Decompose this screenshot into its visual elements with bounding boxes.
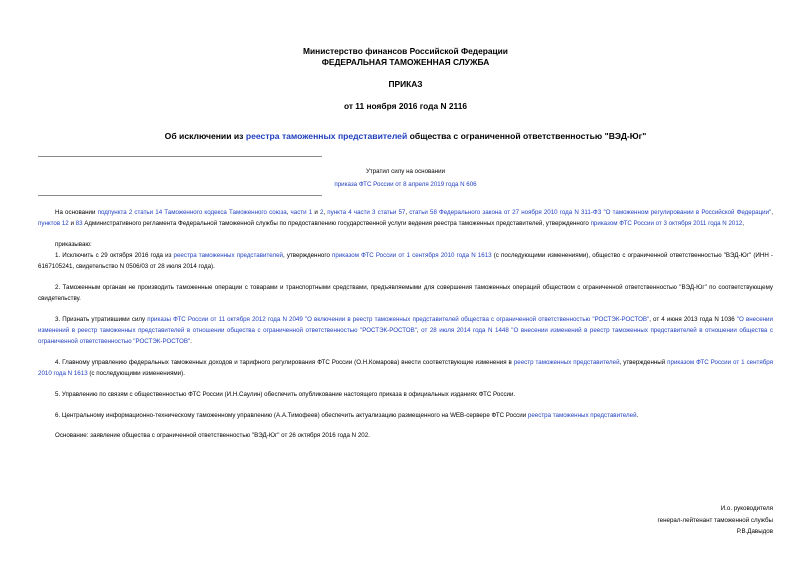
text: (с последующими изменениями). xyxy=(87,370,185,378)
repeal-note xyxy=(38,165,773,191)
law-link[interactable]: статьи 58 Федерального закона от 27 ноября 2010 года N 311-ФЗ "О таможенном регулировании в Российской Федерации" xyxy=(409,209,772,216)
signature-block xyxy=(658,503,773,538)
page-title xyxy=(38,131,773,141)
order-word: приказываю: xyxy=(55,240,92,248)
law-link[interactable]: 2 xyxy=(319,209,324,216)
text: 6. Центральному информационно-техническому таможенному управлению (А.А.Тимофеев) обеспечить актуализацию размещенного на WEB-сервере ФТС России xyxy=(55,411,528,419)
law-link[interactable]: пункта 4 части 3 статьи 57 xyxy=(327,209,406,216)
registry-link[interactable]: реестра таможенных представителей xyxy=(527,411,637,419)
title-text: Об исключении из xyxy=(164,131,246,141)
paragraph-3 xyxy=(38,314,773,348)
law-link[interactable]: подпункта 2 статьи 14 Таможенного кодекса Таможенного союза xyxy=(97,209,287,216)
text: , xyxy=(323,209,328,216)
preamble-paragraph xyxy=(38,207,773,229)
text: , xyxy=(742,220,744,228)
order-link[interactable]: приказы ФТС России от 11 октября 2012 года N 2049 "О включении в реестр таможенных представителей общества с ограниченной ответственностью "РОСТЭК-РОСТОВ" xyxy=(147,315,650,323)
doc-date: от 11 ноября 2016 года N 2116 xyxy=(343,101,468,111)
text: 4. Главному управлению федеральных таможенных доходов и тарифного регулирования ФТС России (О.Н.Комарова) внести соответствующие изменения в xyxy=(55,359,514,367)
law-link[interactable]: части 1 xyxy=(290,209,313,216)
title-registry-link[interactable]: реестра таможенных представителей xyxy=(245,131,408,141)
service-name: ФЕДЕРАЛЬНАЯ ТАМОЖЕННАЯ СЛУЖБА xyxy=(321,57,490,67)
document-page xyxy=(38,0,773,571)
registry-link[interactable]: реестр таможенных представителей xyxy=(513,359,620,367)
text: , xyxy=(286,209,291,216)
signer-role: И.о. руководителя xyxy=(720,505,773,512)
signer-rank: генерал-лейтенант таможенной службы xyxy=(657,516,773,524)
text: , xyxy=(405,209,410,216)
text: 3. Признать утратившими силу xyxy=(55,315,148,323)
repeal-order-link[interactable]: приказа ФТС России от 8 апреля 2019 года N 606 xyxy=(334,181,477,188)
text: и xyxy=(312,209,320,216)
paragraph-4 xyxy=(38,357,773,379)
document-body xyxy=(38,207,773,442)
basis-paragraph: Основание: заявление общества с ограниченной ответственностью "ВЭД-Юг" от 26 октября 2016 года N 202. xyxy=(55,432,370,440)
text: и xyxy=(68,220,76,228)
law-link[interactable]: 83 xyxy=(75,220,83,228)
divider-bottom xyxy=(38,195,322,196)
text: , утвержденный xyxy=(619,359,668,367)
text: Административного регламента Федеральной таможенной службы по предоставлению государственной услуги ведения реестра таможенных представителей, утвержденного xyxy=(82,220,591,228)
paragraph-2: 2. Таможенным органам не производить таможенные операции с товарами и транспортными средствами, предъявляемыми для совершения таможенных операций обществом с ограниченной ответственностью "ВЭД-Юг" по соответствующему свидетельству. xyxy=(38,284,773,303)
order-link[interactable]: приказом ФТС России от 1 сентября 2010 года N 1613 xyxy=(332,252,492,260)
registry-link[interactable]: реестра таможенных представителей xyxy=(173,252,283,260)
text: На основании xyxy=(55,209,98,216)
signer-name: Р.В.Давыдов xyxy=(736,528,773,535)
paragraph-5: 5. Управлению по связям с общественностью ФТС России (И.Н.Саулин) обеспечить опубликование настоящего приказа в официальных изданиях ФТС России. xyxy=(55,390,516,398)
text: 1. Исключить с 29 октября 2016 года из xyxy=(55,252,174,260)
title-text: общества с ограниченной ответственностью "ВЭД-Юг" xyxy=(407,131,647,141)
text: (с последующими изменениями), общество с ограниченной ответственностью "ВЭД-Юг" (ИНН - 6167105241, свидетельство N 0506/03 от 28 июля 2014 года). xyxy=(38,252,773,271)
text: , xyxy=(416,327,422,335)
law-link[interactable]: пунктов 12 xyxy=(38,220,69,228)
text: , xyxy=(771,209,773,216)
text: , от 4 июня 2013 года N 1036 xyxy=(649,315,737,323)
order-link[interactable]: приказом ФТС России от 1 сентября 2010 года N 1613 xyxy=(38,359,773,378)
repeal-note-text: Утратил силу на основании xyxy=(365,168,446,175)
text: . xyxy=(190,338,192,346)
paragraph-6 xyxy=(38,410,773,421)
law-link[interactable]: приказом ФТС России от 3 октября 2011 года N 2012 xyxy=(590,220,743,228)
doc-type: ПРИКАЗ xyxy=(388,79,423,89)
text: , утвержденного xyxy=(282,252,333,260)
paragraph-1 xyxy=(38,250,773,272)
ministry-name: Министерство финансов Российской Федерации xyxy=(303,46,508,56)
order-link[interactable]: от 28 июля 2014 года N 1448 "О внесении изменений в реестр таможенных представителей в отношении общества с ограниченной ответственностью "РОСТЭК-РОСТОВ" xyxy=(38,327,773,346)
order-link[interactable]: "О внесении изменений в реестр таможенных представителей в отношении общества с ограниченной ответственностью "РОСТЭК-РОСТОВ" xyxy=(38,315,773,335)
divider-top xyxy=(38,156,322,157)
text: . xyxy=(636,411,639,419)
